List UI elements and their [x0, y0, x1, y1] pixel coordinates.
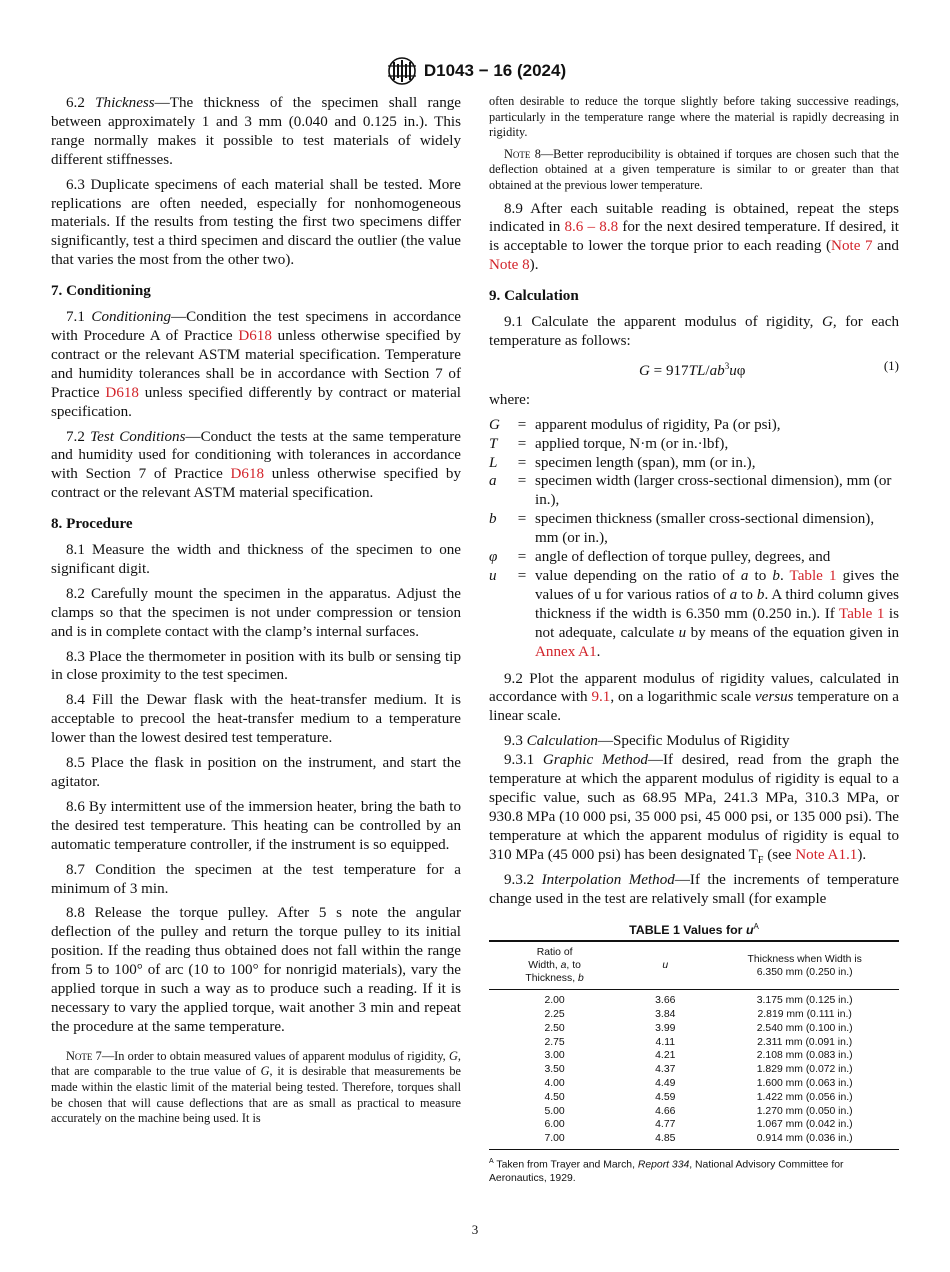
link-table-1[interactable]: Table 1 — [839, 605, 885, 622]
table-row: 3.50 4.37 1.829 mm (0.072 in.) — [544, 1064, 853, 1076]
section-7-2: 7.2 Test Conditions—Conduct the tests at the same temperature and humidity used for conditioning with tolerances in accordance with Section 7 of Practice D618 unless otherwise specified by contract or the relevant ASTM material specification. — [51, 428, 462, 502]
left-column — [51, 94, 461, 1133]
link-annex-a1[interactable]: Annex A1 — [535, 643, 597, 660]
section-7-heading: 7. Conditioning — [51, 283, 151, 300]
equation-1 — [489, 357, 899, 381]
where-item: a = specimen width (larger cross-sectional dimension), mm (or in.), — [489, 473, 892, 509]
where-item-u: u = value depending on the ratio of a to b. Table 1 gives the values of u for various ratios of a to b. A third column gives thickness if the width is 6.350 mm (0.250 in.). If Table 1 is not adequate, calculate u by means of the equation given in Annex A1. — [489, 568, 900, 660]
page-number: 3 — [471, 1222, 479, 1237]
col-header-ratio: Ratio of Width, a, to Thickness, b — [525, 947, 584, 985]
table-footnote: $^A$ Taken from Trayer and March, Report 334, National Advisory Committee for Aeronautics, 1929. — [489, 1157, 844, 1185]
note-7-continued: often desirable to reduce the torque slightly before taking successive readings, particularly in the temperature range where the material is rapidly decreasing in rigidity. — [489, 94, 899, 140]
section-9-heading: 9. Calculation — [489, 288, 579, 305]
where-item: b = specimen thickness (smaller cross-sectional dimension), mm (or in.), — [489, 511, 875, 547]
table-row: 6.00 4.77 1.067 mm (0.042 in.) — [544, 1119, 853, 1131]
section-7-1: 7.1 Conditioning—Condition the test specimens in accordance with Procedure A of Practice D618 unless otherwise specified by contract or the relevant ASTM material specification. Temperature and humidity tolerances shall be in accordance with Section 7 of Practice D618 unless specified differently by contract or material specification. — [51, 309, 461, 420]
section-8-5: 8.5 Place the flask in position on the instrument, and start the agitator. — [51, 755, 461, 790]
link-table-1[interactable]: Table 1 — [789, 568, 837, 584]
section-8-3: 8.3 Place the thermometer in position with its bulb or sensing tip in close proximity to the test specimen. — [51, 648, 461, 684]
link-note-a1-1[interactable]: Note A1.1 — [795, 846, 858, 863]
table-row: 2.00 3.66 3.175 mm (0.125 in.) — [544, 995, 853, 1007]
page-header — [0, 56, 950, 91]
col-header-u: u — [662, 960, 669, 972]
equation-number: (1) — [883, 357, 899, 373]
where-label: where: — [489, 391, 531, 408]
section-9-2: 9.2 Plot the apparent modulus of rigidity values, calculated in accordance with 9.1, on a logarithmic scale versus temperature on a linear scale. — [489, 670, 899, 725]
table-row: 4.50 4.59 1.422 mm (0.056 in.) — [544, 1091, 853, 1103]
section-8-2: 8.2 Carefully mount the specimen in the apparatus. Adjust the clamps so that the specimen is not under compression or tension and is in complete contact with the clamp’s internal surfaces. — [51, 585, 461, 640]
note-8: Note 8—Better reproducibility is obtained if torques are chosen such that the deflection obtained at a given temperature is similar to or greater than that obtained at the previous lower temperature. — [489, 146, 899, 192]
table-1 — [489, 922, 899, 1186]
section-6-2: 6.2 Thickness—The thickness of the specimen shall range between approximately 1 and 3 mm (0.040 and 0.125 in.). This range normally makes it possible to test materials of widely different stiffnesses. — [51, 95, 461, 168]
right-column — [489, 94, 899, 914]
link-8-6-8-8[interactable]: 8.6 – 8.8 — [564, 219, 619, 236]
table-row: 3.00 4.21 2.108 mm (0.083 in.) — [544, 1050, 853, 1062]
equation-body: $G = 917TL/ab^3u\varphi$ — [639, 360, 746, 379]
table-row: 7.00 4.85 0.914 mm (0.036 in.) — [544, 1133, 853, 1145]
where-item: L = specimen length (span), mm (or in.), — [489, 454, 756, 471]
section-8-8: 8.8 Release the torque pulley. After 5 s note the angular deflection of the pulley and return the torque pulley to its initial position. If the reading thus obtained does not fall within the range from 5 to 100° of arc (10 to 100° for nonrigid materials), vary the applied torque in such a way as to produce such a reading. If it is necessary to vary the applied torque, wait another 3 min and repeat the procedure at the same temperature. — [51, 905, 461, 1035]
section-9-3-1: 9.3.1 Graphic Method—If desired, read from the graph the temperature at which the apparent modulus of rigidity is equal to a specific value, such as 68.95 MPa, 241.3 MPa, 310.3 MPa, or 930.8 MPa (10 000 psi, 35 000 psi, 45 000 psi, or 135 000 psi). The temperature at which the apparent modulus of rigidity is equal to 310 MPa (45 000 psi) has been designated $T_F$ (see Note A1.1). — [489, 752, 899, 866]
link-d618[interactable]: D618 — [230, 466, 265, 483]
link-note-8[interactable]: Note 8 — [489, 257, 530, 274]
table-row: 2.75 4.11 2.311 mm (0.091 in.) — [544, 1036, 853, 1048]
section-8-heading: 8. Procedure — [51, 516, 133, 533]
where-item: T = applied torque, N·m (or in.·lbf), — [489, 435, 729, 452]
link-9-1[interactable]: 9.1 — [591, 689, 611, 706]
link-d618[interactable]: D618 — [105, 384, 139, 401]
col-header-thickness: Thickness when Width is 6.350 mm (0.250 in.) — [747, 953, 862, 978]
section-9-3-2: 9.3.2 Interpolation Method—If the increments of temperature change used in the test are relatively small (for example — [489, 871, 899, 907]
values-table — [489, 940, 899, 1150]
table-row: 4.00 4.49 1.600 mm (0.063 in.) — [544, 1077, 853, 1089]
section-8-1: 8.1 Measure the width and thickness of the specimen to one significant digit. — [51, 542, 461, 577]
section-9-3: 9.3 Calculation—Specific Modulus of Rigidity — [504, 733, 790, 750]
section-8-6: 8.6 By intermittent use of the immersion heater, bring the bath to the desired test temperature. This heating can be controlled by an automatic temperature controller, if the instrument is so equipped. — [51, 798, 461, 853]
note-7: Note 7—In order to obtain measured values of apparent modulus of rigidity, G, that are comparable to the true value of G, it is desirable that measurements be made within the elastic limit of the material being tested. Therefore, torques shall be chosen that will cause deflections that are as small as practical to measure accurately on the machine being used. It is — [51, 1048, 461, 1126]
table-row: 2.25 3.84 2.819 mm (0.111 in.) — [544, 1008, 852, 1020]
section-8-9: 8.9 After each suitable reading is obtained, repeat the steps indicated in 8.6 – 8.8 for the next desired temperature. If desired, it is acceptable to lower the torque prior to each reading (Note 7 and Note 8). — [489, 200, 900, 274]
table-title: TABLE 1 Values for $u^A$ — [629, 922, 759, 938]
where-item: G = apparent modulus of rigidity, Pa (or psi), — [489, 416, 781, 433]
where-item: φ = angle of deflection of torque pulley, degrees, and — [489, 549, 831, 566]
link-note-7[interactable]: Note 7 — [831, 238, 873, 255]
table-row: 2.50 3.99 2.540 mm (0.100 in.) — [544, 1022, 853, 1034]
section-6-3: 6.3 Duplicate specimens of each material shall be tested. More replications are often needed, especially for nonhomogeneous materials. If the results from testing the first two specimens differ significantly, test a third specimen and discard the outlier (the value that varies the most from the other two). — [51, 176, 461, 269]
link-d618[interactable]: D618 — [238, 327, 272, 344]
table-row: 5.00 4.66 1.270 mm (0.050 in.) — [544, 1105, 853, 1117]
section-8-7: 8.7 Condition the specimen at the test temperature for a minimum of 3 min. — [51, 861, 461, 897]
section-8-4: 8.4 Fill the Dewar flask with the heat-transfer medium. It is acceptable to precool the heat-transfer medium to a temperature lower than the lowest desired test temperature. — [51, 692, 461, 747]
document-id: D1043 − 16 (2024) — [423, 61, 567, 80]
astm-logo-icon — [384, 56, 420, 86]
section-9-1: 9.1 Calculate the apparent modulus of rigidity, G, for each temperature as follows: — [489, 314, 899, 349]
where-list — [489, 416, 899, 662]
